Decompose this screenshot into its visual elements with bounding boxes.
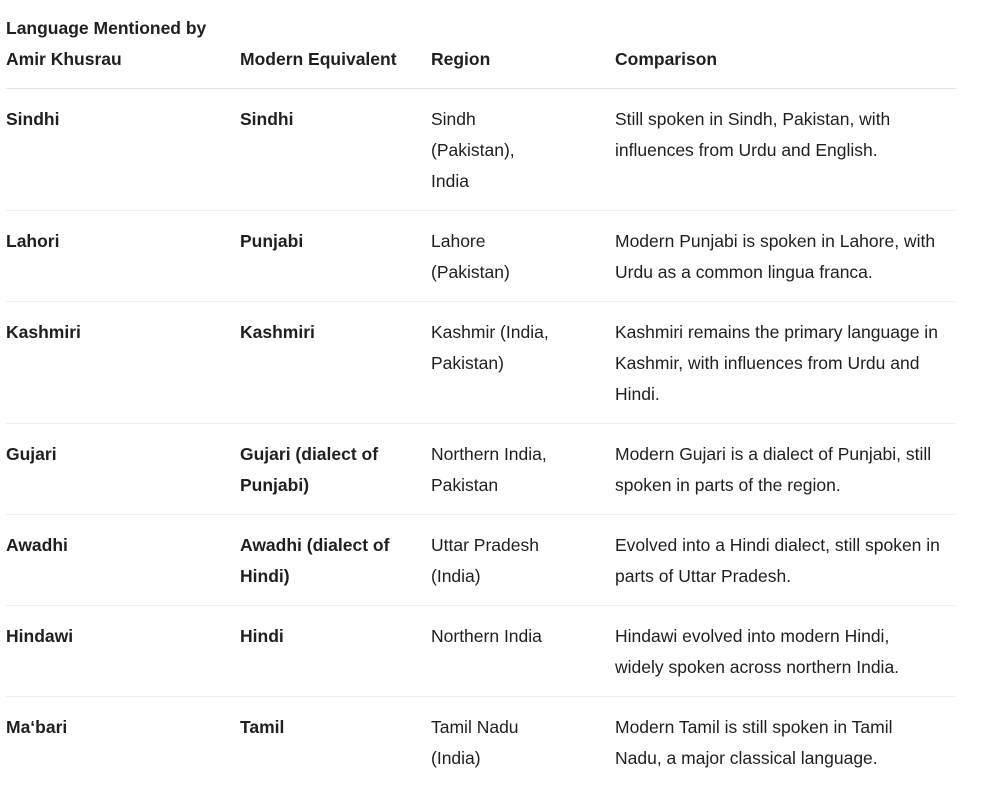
cell-modern: Punjabi [240, 231, 304, 251]
table-row [6, 302, 956, 424]
languages-table [6, 0, 956, 787]
table-header [6, 0, 956, 89]
header-language: Language Mentioned by Amir Khusrau [6, 18, 207, 69]
cell-language: Gujari [6, 444, 57, 464]
header-row [6, 0, 956, 89]
cell-comparison: Evolved into a Hindi dialect, still spoken in parts of Uttar Pradesh. [615, 535, 940, 586]
cell-modern: Tamil [240, 717, 285, 737]
cell-language: Awadhi [6, 535, 68, 555]
cell-comparison: Still spoken in Sindh, Pakistan, with influences from Urdu and English. [615, 109, 891, 160]
header-region: Region [431, 49, 491, 69]
cell-region: Northern India [431, 626, 542, 646]
cell-comparison: Hindawi evolved into modern Hindi, widely spoken across northern India. [615, 626, 900, 677]
cell-region: Sindh (Pakistan), India [431, 109, 515, 191]
table-row [6, 211, 956, 302]
cell-comparison: Kashmiri remains the primary language in Kashmir, with influences from Urdu and Hindi. [615, 322, 938, 404]
cell-modern: Gujari (dialect of Punjabi) [240, 444, 379, 495]
table-row [6, 697, 956, 788]
cell-region: Kashmir (India, Pakistan) [431, 322, 549, 373]
cell-modern: Sindhi [240, 109, 294, 129]
cell-region: Northern India, Pakistan [431, 444, 547, 495]
cell-comparison: Modern Gujari is a dialect of Punjabi, still spoken in parts of the region. [615, 444, 932, 495]
cell-modern: Awadhi (dialect of Hindi) [240, 535, 390, 586]
table-row [6, 606, 956, 697]
cell-comparison: Modern Tamil is still spoken in Tamil Nadu, a major classical language. [615, 717, 893, 768]
cell-modern: Hindi [240, 626, 284, 646]
cell-region: Uttar Pradesh (India) [431, 535, 539, 586]
cell-comparison: Modern Punjabi is spoken in Lahore, with Urdu as a common lingua franca. [615, 231, 936, 282]
cell-region: Tamil Nadu (India) [431, 717, 519, 768]
header-comparison: Comparison [615, 49, 718, 69]
cell-language: Ma‘bari [6, 717, 68, 737]
table-body [6, 89, 956, 788]
cell-language: Kashmiri [6, 322, 81, 342]
cell-language: Hindawi [6, 626, 74, 646]
cell-language: Lahori [6, 231, 60, 251]
languages-table-container [6, 0, 956, 787]
header-modern-equivalent: Modern Equivalent [240, 49, 397, 69]
cell-modern: Kashmiri [240, 322, 315, 342]
cell-region: Lahore (Pakistan) [431, 231, 510, 282]
table-row [6, 424, 956, 515]
table-row [6, 89, 956, 211]
cell-language: Sindhi [6, 109, 60, 129]
table-row [6, 515, 956, 606]
